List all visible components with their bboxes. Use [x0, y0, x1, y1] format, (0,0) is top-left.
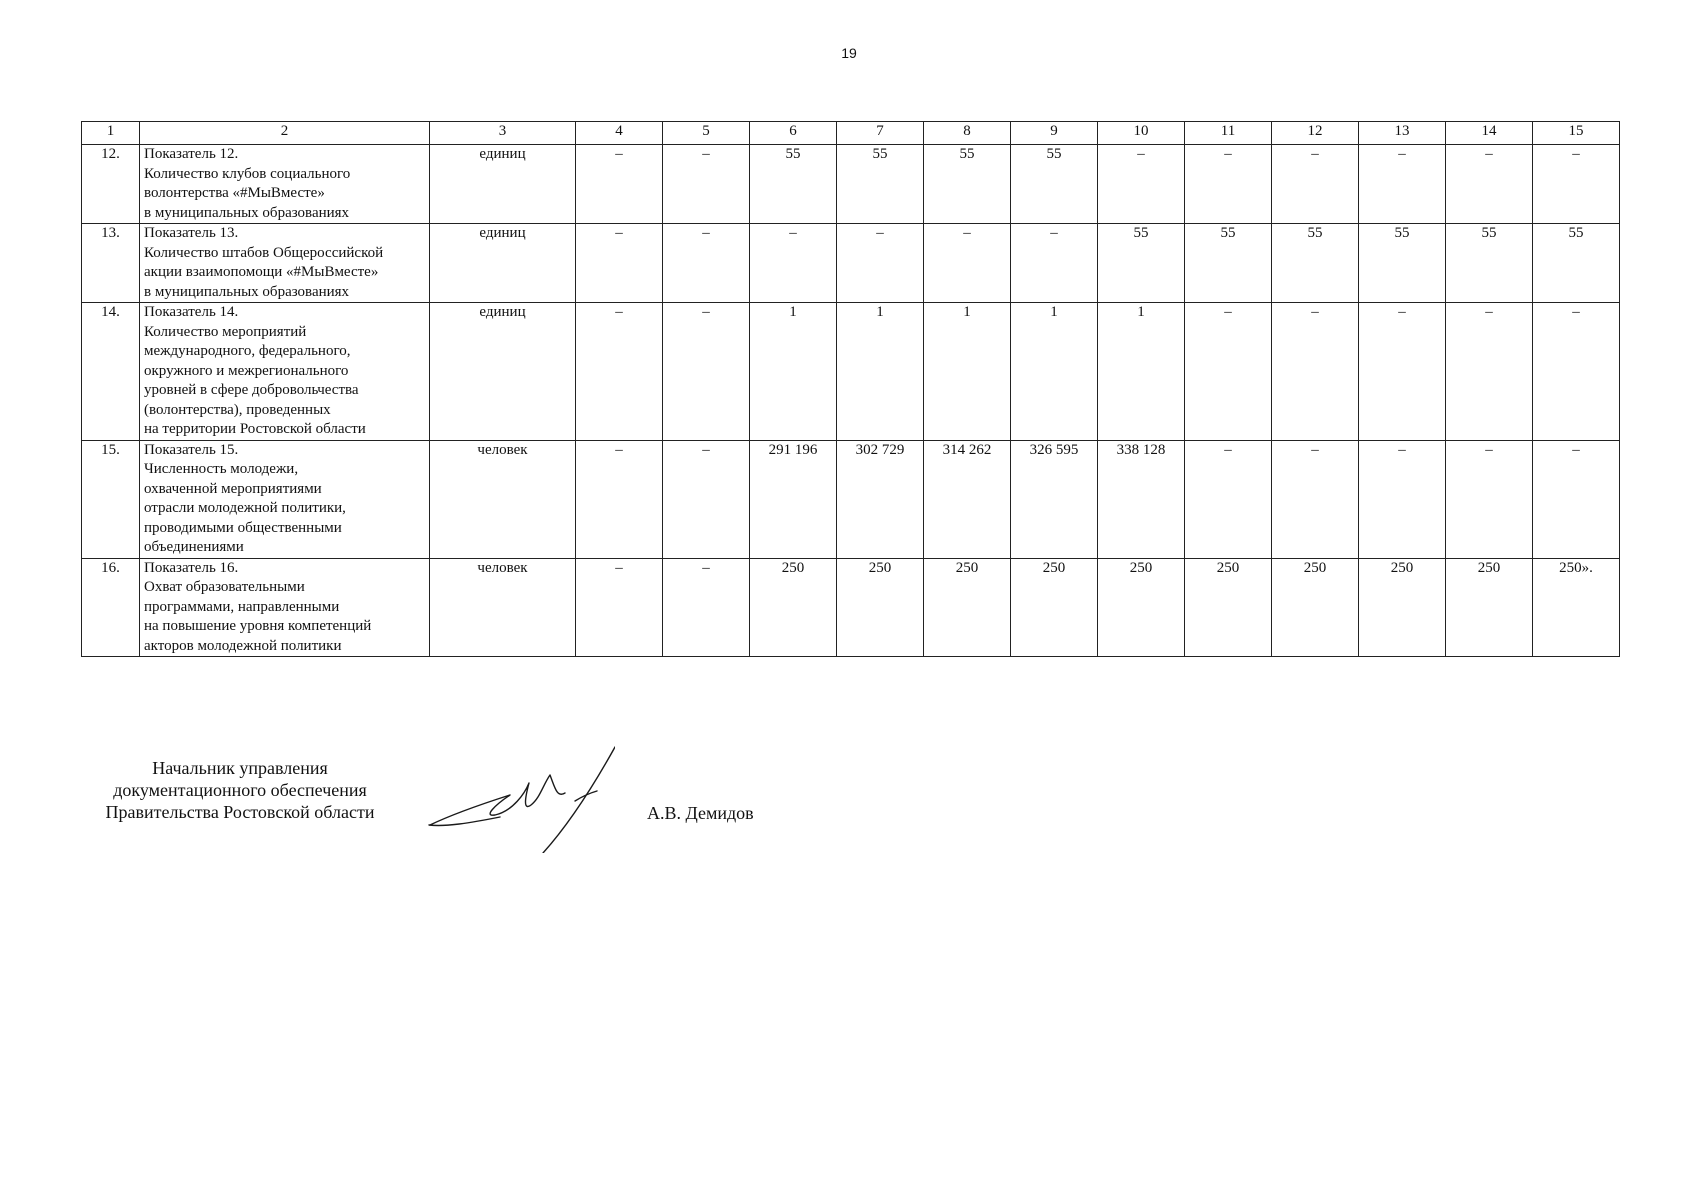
- value-cell: 250: [837, 558, 924, 657]
- indicator-name-line: Показатель 14.: [144, 304, 239, 320]
- value-cell: 250: [1272, 558, 1359, 657]
- unit-cell: единиц: [430, 303, 576, 441]
- indicator-name-line: международного, федерального,: [144, 343, 351, 359]
- column-header: 4: [576, 122, 663, 145]
- column-header: 5: [663, 122, 750, 145]
- value-cell: –: [576, 558, 663, 657]
- value-cell: –: [1446, 303, 1533, 441]
- column-header: 8: [924, 122, 1011, 145]
- indicator-name-line: в муниципальных образованиях: [144, 283, 350, 300]
- value-cell: 55: [1446, 224, 1533, 303]
- indicator-name-line: Показатель 12.: [144, 146, 239, 162]
- value-cell: –: [924, 224, 1011, 303]
- value-cell: –: [1272, 303, 1359, 441]
- column-header: 3: [430, 122, 576, 145]
- indicator-name-line: проводимыми общественными: [144, 519, 342, 536]
- value-cell: –: [1359, 303, 1446, 441]
- indicator-name-line: Охват образовательными: [144, 579, 305, 595]
- indicator-name-line: Показатель 15.: [144, 441, 239, 458]
- value-cell: –: [576, 224, 663, 303]
- indicator-name: [140, 303, 430, 441]
- indicator-name-line: на повышение уровня компетенций: [144, 618, 372, 634]
- indicator-name-line: Численность молодежи,: [144, 461, 299, 477]
- value-cell: –: [663, 224, 750, 303]
- value-cell: 250: [924, 558, 1011, 657]
- value-cell: 1: [750, 303, 837, 441]
- indicator-name-line: окружного и межрегионального: [144, 362, 349, 379]
- value-cell: –: [1185, 145, 1272, 224]
- indicator-name-line: охваченной мероприятиями: [144, 480, 322, 497]
- column-header: 12: [1272, 122, 1359, 145]
- value-cell: 250: [1185, 558, 1272, 657]
- value-cell: –: [1098, 145, 1185, 224]
- row-number: 13.: [82, 224, 140, 303]
- value-cell: 1: [1011, 303, 1098, 441]
- value-cell: 55: [750, 145, 837, 224]
- signatory-title: [80, 757, 400, 823]
- column-header: 1: [82, 122, 140, 145]
- value-cell: 1: [924, 303, 1011, 441]
- value-cell: –: [1446, 440, 1533, 558]
- column-header: 10: [1098, 122, 1185, 145]
- value-cell: –: [663, 558, 750, 657]
- indicator-name: [140, 558, 430, 657]
- column-header: 15: [1533, 122, 1620, 145]
- value-cell: 250: [1011, 558, 1098, 657]
- indicator-name-line: Количество штабов Общероссийской: [144, 244, 384, 261]
- indicator-name-line: программами, направленными: [144, 598, 340, 615]
- indicator-name-line: акции взаимопомощи «#МыВместе»: [144, 264, 379, 280]
- indicator-name-line: отрасли молодежной политики,: [144, 500, 346, 516]
- indicator-name: [140, 224, 430, 303]
- value-cell: –: [1359, 145, 1446, 224]
- row-number: 12.: [82, 145, 140, 224]
- page-number: 19: [841, 45, 857, 61]
- value-cell: –: [1533, 440, 1620, 558]
- indicator-name-line: Показатель 13.: [144, 225, 239, 241]
- value-cell: 250».: [1533, 558, 1620, 657]
- column-header: 6: [750, 122, 837, 145]
- column-header: 11: [1185, 122, 1272, 145]
- value-cell: 250: [1446, 558, 1533, 657]
- value-cell: 55: [1185, 224, 1272, 303]
- value-cell: 326 595: [1011, 440, 1098, 558]
- indicator-name-line: Количество клубов социального: [144, 165, 351, 182]
- signatory-title-line: документационного обеспечения: [113, 780, 367, 800]
- value-cell: 55: [1359, 224, 1446, 303]
- table-row: [82, 440, 1620, 558]
- signatory-title-line: Начальник управления: [152, 758, 328, 778]
- table-row: [82, 558, 1620, 657]
- row-number: 15.: [82, 440, 140, 558]
- column-header: 7: [837, 122, 924, 145]
- value-cell: –: [663, 440, 750, 558]
- row-number: 16.: [82, 558, 140, 657]
- indicator-name: [140, 145, 430, 224]
- signatory-title-line: Правительства Ростовской области: [105, 802, 375, 822]
- value-cell: –: [1359, 440, 1446, 558]
- value-cell: –: [576, 145, 663, 224]
- indicator-name-line: на территории Ростовской области: [144, 421, 366, 437]
- indicator-name-line: уровней в сфере добровольчества: [144, 382, 359, 398]
- table-row: [82, 145, 1620, 224]
- indicator-name-line: (волонтерства), проведенных: [144, 401, 331, 418]
- value-cell: –: [663, 303, 750, 441]
- value-cell: 291 196: [750, 440, 837, 558]
- value-cell: –: [576, 303, 663, 441]
- value-cell: 314 262: [924, 440, 1011, 558]
- unit-cell: человек: [430, 558, 576, 657]
- value-cell: 250: [1098, 558, 1185, 657]
- value-cell: –: [1446, 145, 1533, 224]
- indicator-name-line: акторов молодежной политики: [144, 637, 342, 654]
- column-header: 9: [1011, 122, 1098, 145]
- value-cell: –: [1272, 440, 1359, 558]
- value-cell: 55: [1098, 224, 1185, 303]
- value-cell: 55: [837, 145, 924, 224]
- value-cell: 55: [1272, 224, 1359, 303]
- indicator-name-line: Количество мероприятий: [144, 323, 307, 340]
- unit-cell: человек: [430, 440, 576, 558]
- value-cell: 1: [837, 303, 924, 441]
- value-cell: 338 128: [1098, 440, 1185, 558]
- value-cell: 250: [750, 558, 837, 657]
- value-cell: 55: [1533, 224, 1620, 303]
- table-header-row: [82, 122, 1620, 145]
- value-cell: –: [1533, 303, 1620, 441]
- value-cell: 302 729: [837, 440, 924, 558]
- table-row: [82, 224, 1620, 303]
- indicator-name-line: в муниципальных образованиях: [144, 204, 350, 221]
- value-cell: –: [1533, 145, 1620, 224]
- indicator-name-line: Показатель 16.: [144, 559, 239, 576]
- value-cell: 55: [1011, 145, 1098, 224]
- handwritten-signature: [425, 743, 615, 853]
- indicator-name-line: объединениями: [144, 539, 244, 555]
- value-cell: –: [1272, 145, 1359, 224]
- indicator-name: [140, 440, 430, 558]
- column-header: 2: [140, 122, 430, 145]
- column-header: 13: [1359, 122, 1446, 145]
- value-cell: 1: [1098, 303, 1185, 441]
- value-cell: –: [1011, 224, 1098, 303]
- column-header: 14: [1446, 122, 1533, 145]
- value-cell: –: [837, 224, 924, 303]
- indicator-name-line: волонтерства «#МыВместе»: [144, 185, 325, 201]
- row-number: 14.: [82, 303, 140, 441]
- signer-name: А.В. Демидов: [647, 803, 754, 823]
- value-cell: –: [1185, 303, 1272, 441]
- table-row: [82, 303, 1620, 441]
- value-cell: –: [1185, 440, 1272, 558]
- value-cell: –: [750, 224, 837, 303]
- indicators-table: [81, 121, 1620, 657]
- value-cell: 55: [924, 145, 1011, 224]
- unit-cell: единиц: [430, 145, 576, 224]
- value-cell: –: [663, 145, 750, 224]
- unit-cell: единиц: [430, 224, 576, 303]
- value-cell: 250: [1359, 558, 1446, 657]
- value-cell: –: [576, 440, 663, 558]
